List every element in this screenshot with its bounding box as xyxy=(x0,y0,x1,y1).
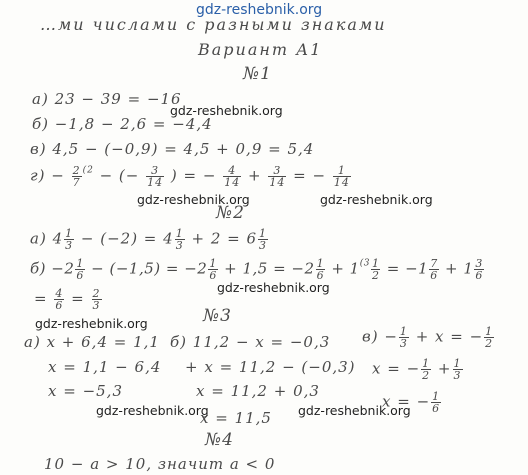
expr-text: в) − xyxy=(362,327,398,346)
expr-text: + 2 = 6 xyxy=(191,229,258,248)
task-number: №4 xyxy=(205,430,234,450)
task1-a: а) 23 − 39 = −16 xyxy=(32,90,182,108)
multiplier-mark: (2 xyxy=(82,165,94,176)
fraction: $\frac{1}{2}$ xyxy=(371,257,380,282)
fraction: $\frac{1}{14}$ xyxy=(333,164,350,189)
expr-text: − (−2) = 4 xyxy=(80,229,174,248)
task2-a xyxy=(30,228,269,251)
task3-b-line1: б) 11,2 − x = −0,3 xyxy=(170,333,331,351)
watermark: gdz-reshebnik.org xyxy=(217,280,330,295)
task3-b-line3: x = 11,2 + 0,3 xyxy=(196,382,320,400)
fraction: $\frac{1}{6}$ xyxy=(76,257,84,282)
fraction: $\frac{3}{14}$ xyxy=(269,164,286,189)
fraction: $\frac{2}{3}$ xyxy=(92,287,101,312)
task1-v: в) 4,5 − (−0,9) = 4,5 + 0,9 = 5,4 xyxy=(30,140,315,158)
expr-text: + 1,5 = −2 xyxy=(224,259,315,278)
task3-b-line2: + x = 11,2 − (−0,3) xyxy=(185,358,356,376)
watermark: gdz-reshebnik.org xyxy=(298,403,411,418)
heading-line: …ми числами с разными знаками xyxy=(40,15,387,34)
task3-v-line3 xyxy=(382,391,442,414)
fraction: $\frac{7}{6}$ xyxy=(430,257,438,282)
expr-text: + xyxy=(437,359,452,378)
task1-g xyxy=(30,165,352,188)
fraction: $\frac{1}{3}$ xyxy=(399,325,408,350)
expr-text: = − xyxy=(293,166,327,185)
expr-text: + 1 xyxy=(331,259,360,278)
task3-a-line2: x = 1,1 − 6,4 xyxy=(48,358,162,376)
fraction: $\frac{4}{6}$ xyxy=(55,287,64,312)
fraction: $\frac{4}{14}$ xyxy=(224,164,241,189)
fraction: $\frac{3}{14}$ xyxy=(147,164,164,189)
task2-b-result xyxy=(34,288,103,311)
fraction: $\frac{1}{6}$ xyxy=(432,390,441,415)
expr-text: + xyxy=(248,166,262,185)
expr-text: − (−1,5) = −2 xyxy=(91,259,208,278)
task3-a-line3: x = −5,3 xyxy=(48,382,123,400)
fraction: $\frac{2}{7}$ xyxy=(72,164,81,189)
watermark: gdz-reshebnik.org xyxy=(137,192,250,207)
task3-v-line2 xyxy=(372,358,464,381)
expr-text: г) − xyxy=(30,166,65,185)
expr-text: б) −2 xyxy=(30,259,75,278)
fraction: $\frac{1}{6}$ xyxy=(316,257,325,282)
task3-b-line4: x = 11,5 xyxy=(200,409,272,427)
variant-title: Вариант А1 xyxy=(198,40,323,59)
task3-a-line1: а) x + 6,4 = 1,1 xyxy=(24,333,160,351)
watermark: gdz-reshebnik.org xyxy=(35,316,148,331)
fraction: $\frac{1}{3}$ xyxy=(65,227,74,252)
expr-text: + x = − xyxy=(415,327,484,346)
task-number: №1 xyxy=(243,64,272,84)
task-number: №2 xyxy=(216,203,245,223)
task3-v-line1 xyxy=(362,326,495,349)
task2-b xyxy=(30,258,485,281)
watermark: gdz-reshebnik.org xyxy=(170,103,283,118)
expr-text: а) 4 xyxy=(30,229,64,248)
task1-b: б) −1,8 − 2,6 = −4,4 xyxy=(32,115,213,133)
expr-text: ) = − xyxy=(170,166,217,185)
fraction: $\frac{3}{6}$ xyxy=(475,257,483,282)
task-number: №3 xyxy=(203,306,232,326)
watermark-top: gdz-reshebnik.org xyxy=(196,2,323,18)
multiplier-mark: (3 xyxy=(359,258,370,269)
expr-text: = xyxy=(71,289,85,308)
fraction: $\frac{1}{2}$ xyxy=(485,325,494,350)
fraction: $\frac{1}{6}$ xyxy=(209,257,217,282)
expr-text: − (− xyxy=(99,166,140,185)
expr-text: x = − xyxy=(372,359,421,378)
expr-text: x = − xyxy=(382,392,431,411)
fraction: $\frac{1}{2}$ xyxy=(422,357,431,382)
fraction: $\frac{1}{3}$ xyxy=(259,227,268,252)
watermark: gdz-reshebnik.org xyxy=(96,403,209,418)
expr-text: = xyxy=(34,289,48,308)
watermark: gdz-reshebnik.org xyxy=(320,192,433,207)
fraction: $\frac{1}{3}$ xyxy=(175,227,184,252)
expr-text: = −1 xyxy=(386,259,429,278)
fraction: $\frac{1}{3}$ xyxy=(453,357,462,382)
expr-text: + 1 xyxy=(445,259,474,278)
task4-line1: 10 − a > 10, значит a < 0 xyxy=(44,455,276,473)
